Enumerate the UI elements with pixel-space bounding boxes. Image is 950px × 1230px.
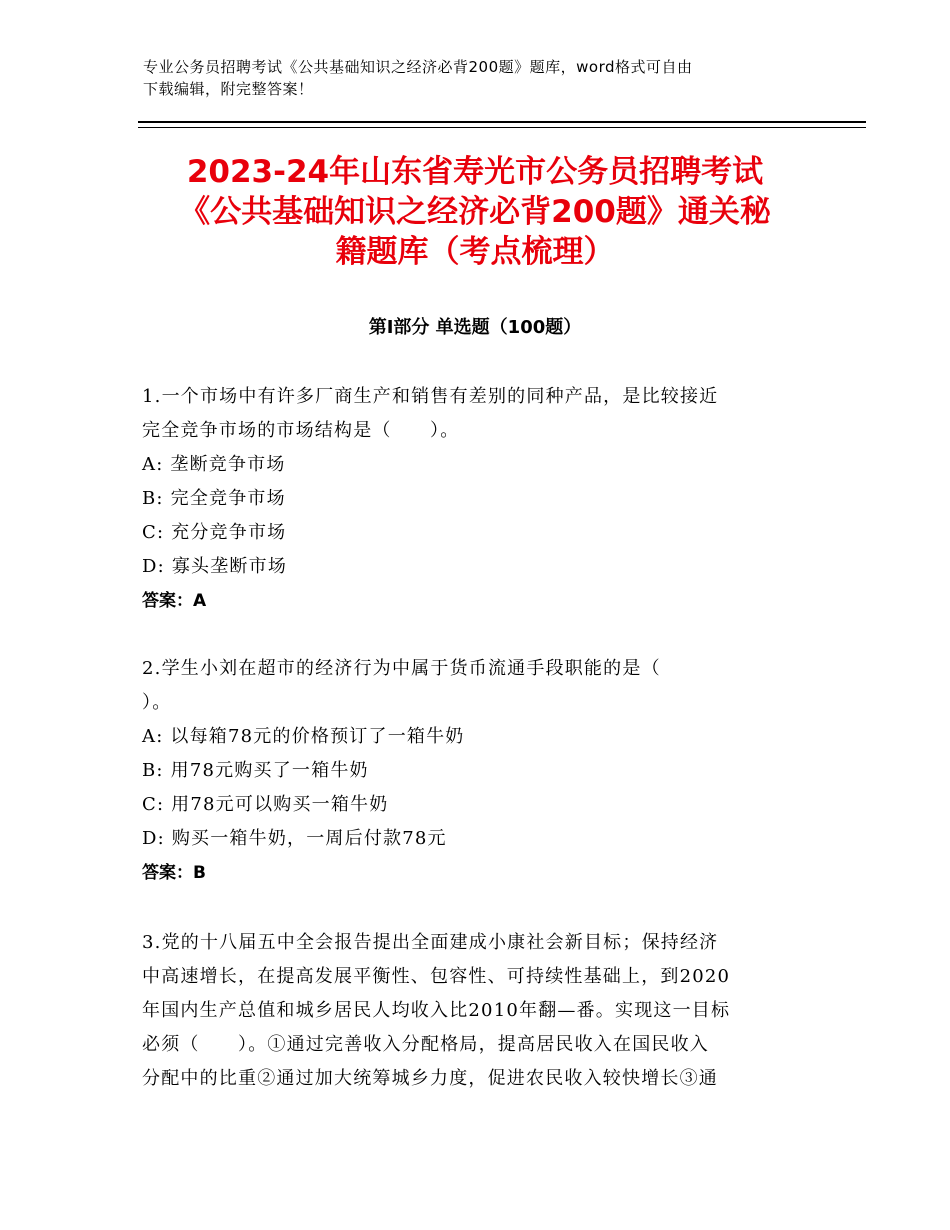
option-c: C: 用78元可以购买一箱牛奶 xyxy=(142,794,389,815)
answer xyxy=(142,856,812,890)
option-a: A: 垄断竞争市场 xyxy=(142,454,286,475)
answer-label: 答案： xyxy=(142,863,193,883)
header-note-line-1: 专业公务员招聘考试《公共基础知识之经济必背200题》题库，word格式可自由 xyxy=(143,58,693,76)
question-stem-line: 分配中的比重②通过加大统筹城乡力度，促进农民收入较快增长③通 xyxy=(142,1068,718,1089)
option-d: D: 寡头垄断市场 xyxy=(142,556,288,577)
header-divider-thin xyxy=(138,127,866,128)
document-title xyxy=(120,152,830,272)
option-c: C: 充分竞争市场 xyxy=(142,522,287,543)
question-2 xyxy=(142,652,812,890)
question-stem-line: 完全竞争市场的市场结构是（ ）。 xyxy=(142,420,460,441)
question-1 xyxy=(142,380,812,618)
title-line-2: 《公共基础知识之经济必背200题》通关秘 xyxy=(179,194,771,230)
question-3 xyxy=(142,926,812,1096)
header-note-line-2: 下载编辑，附完整答案！ xyxy=(143,80,314,98)
answer xyxy=(142,584,812,618)
question-stem-line: ）。 xyxy=(142,692,172,713)
question-stem-line: 2.学生小刘在超市的经济行为中属于货币流通手段职能的是（ xyxy=(142,658,661,679)
question-stem-line: 3.党的十八届五中全会报告提出全面建成小康社会新目标；保持经济 xyxy=(142,932,719,953)
header-divider-thick xyxy=(138,121,866,123)
title-line-3: 籍题库（考点梳理） xyxy=(335,234,615,270)
title-line-1: 2023-24年山东省寿光市公务员招聘考试 xyxy=(186,154,764,190)
question-stem-line: 必须（ ）。①通过完善收入分配格局，提高居民收入在国民收入 xyxy=(142,1034,709,1055)
question-stem-line: 中高速增长，在提高发展平衡性、包容性、可持续性基础上，到2020 xyxy=(142,966,731,987)
answer-value: B xyxy=(193,863,206,883)
header-note xyxy=(143,56,823,100)
question-stem-line: 1.一个市场中有许多厂商生产和销售有差别的同种产品，是比较接近 xyxy=(142,386,719,407)
question-stem-line: 年国内生产总值和城乡居民人均收入比2010年翻—番。实现这一目标 xyxy=(142,1000,731,1021)
answer-label: 答案： xyxy=(142,591,193,611)
option-d: D: 购买一箱牛奶，一周后付款78元 xyxy=(142,828,447,849)
answer-value: A xyxy=(193,591,207,611)
option-b: B: 完全竞争市场 xyxy=(142,488,286,509)
option-a: A: 以每箱78元的价格预订了一箱牛奶 xyxy=(142,726,465,747)
option-b: B: 用78元购买了一箱牛奶 xyxy=(142,760,369,781)
section-heading: 第Ⅰ部分 单选题（100题） xyxy=(368,317,582,338)
